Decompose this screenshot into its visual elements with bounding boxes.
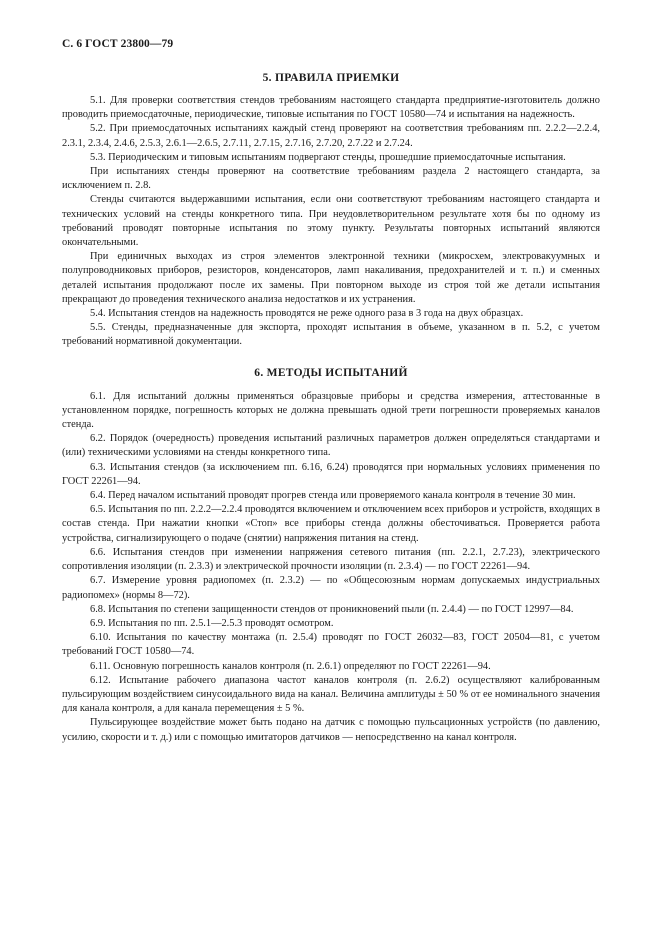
paragraph-6-5: 6.5. Испытания по пп. 2.2.2—2.2.4 проводятся включением и отключением всех приборов и устройств, входящих в состав стенда. При нажатии кнопки «Стоп» все приборы стенда должны обесточиваться. Проверяется работа устройства, сигнализирующего о подаче (снятии) напряжения питания на стенд.: [62, 504, 600, 544]
paragraph-6-6: 6.6. Испытания стендов при изменении напряжения сетевого питания (пп. 2.2.1, 2.7.23), электрического сопротивления изоляции (п. 2.3.3) и электрической прочности изоляции (п. 2.3.4) — по ГОСТ 22261—94.: [62, 546, 600, 573]
paragraph-6-12: 6.12. Испытание рабочего диапазона частот каналов контроля (п. 2.6.2) осуществляют калиброванным пульсирующим воздействием синусоидального вида на канал. Величина амплитуды ± 50 % от ее номинального значения для канала контроля, а для канала перемещения ± 5 %.: [62, 674, 600, 715]
paragraph-5-3-a: При испытаниях стенды проверяют на соответствие требованиям раздела 2 настоящего стандарта, за исключением п. 2.8.: [62, 166, 600, 192]
paragraph-5-4: 5.4. Испытания стендов на надежность проводятся не реже одного раза в 3 года на двух образцах.: [90, 308, 524, 320]
section-6-body: [62, 390, 600, 745]
section-5-body: [62, 94, 600, 350]
paragraph-5-3-c: При единичных выходах из строя элементов электронной техники (микросхем, электровакуумных и полупроводниковых приборов, резисторов, конденсаторов, ламп накаливания, предохранителей и т. п.) и сменных деталей испытания продолжают после их замены. При повторном выходе из строя той же детали испытания прекращают до проведения технического анализа недостатков и их устранения.: [62, 251, 600, 305]
paragraph-5-3-b: Стенды считаются выдержавшими испытания, если они соответствуют требованиям настоящего стандарта и технических условий на стенды конкретного типа. При неудовлетворительном результате хотя бы по одному из требований проводят повторные испытания по этому пункту. Результаты повторных испытаний являются окончательными.: [62, 194, 600, 249]
paragraph-6-3: 6.3. Испытания стендов (за исключением пп. 6.16, 6.24) проводятся при нормальных условиях применения по ГОСТ 22261—94.: [62, 461, 600, 487]
section-5-title: 5. ПРАВИЛА ПРИЕМКИ: [262, 72, 400, 84]
section-6-title: 6. МЕТОДЫ ИСПЫТАНИЙ: [254, 366, 408, 379]
paragraph-6-1: 6.1. Для испытаний должны применяться образцовые приборы и средства измерения, аттестованные в установленном порядке, погрешность которых не должна превышать одной трети погрешности проверяемых каналов стенда.: [62, 390, 600, 431]
paragraph-5-1: 5.1. Для проверки соответствия стендов требованиям настоящего стандарта предприятие-изготовитель должно проводить приемосдаточные, периодические, типовые испытания по ГОСТ 10580—74 и испытания на надежность.: [62, 95, 600, 121]
paragraph-5-5: 5.5. Стенды, предназначенные для экспорта, проходят испытания в объеме, указанном в п. 5.2, с учетом требований нормативной документации.: [62, 322, 600, 348]
document-page: [62, 38, 600, 745]
paragraph-6-4: 6.4. Перед началом испытаний проводят прогрев стенда или проверяемого канала контроля в течение 30 мин.: [90, 490, 576, 502]
paragraph-5-2: 5.2. При приемосдаточных испытаниях каждый стенд проверяют на соответствия требованиям пп. 2.2.2—2.2.4, 2.3.1, 2.3.4, 2.4.6, 2.5.3, 2.6.1—2.6.5, 2.7.11, 2.7.15, 2.7.16, 2.7.20, 2.7.22 и 2.7.24.: [62, 123, 600, 149]
paragraph-6-8: 6.8. Испытания по степени защищенности стендов от проникновений пыли (п. 2.4.4) — по ГОСТ 12997—84.: [90, 603, 574, 615]
paragraph-6-2: 6.2. Порядок (очередность) проведения испытаний различных параметров должен определяться стандартами и (или) техническими условиями на стенды конкретного типа.: [62, 433, 600, 459]
page-header: С. 6 ГОСТ 23800—79: [62, 38, 174, 50]
paragraph-6-7: 6.7. Измерение уровня радиопомех (п. 2.3.2) — по «Общесоюзным нормам допускаемых индустриальных радиопомех» (нормы 8—72).: [62, 575, 600, 601]
paragraph-6-9: 6.9. Испытания по пп. 2.5.1—2.5.3 проводят осмотром.: [90, 617, 334, 629]
paragraph-6-10: 6.10. Испытания по качеству монтажа (п. 2.5.4) проводят по ГОСТ 26032—83, ГОСТ 20504—81, с учетом требований ГОСТ 10580—74.: [62, 632, 600, 658]
paragraph-6-12-a: Пульсирующее воздействие может быть подано на датчик с помощью пульсационных устройств (по давлению, усилию, скорости и т. д.) или с помощью имитаторов датчиков — непосредственно на канал контроля.: [62, 717, 600, 743]
paragraph-6-11: 6.11. Основную погрешность каналов контроля (п. 2.6.1) определяют по ГОСТ 22261—94.: [90, 660, 491, 672]
paragraph-5-3: 5.3. Периодическим и типовым испытаниям подвергают стенды, прошедшие приемосдаточные испытания.: [90, 151, 566, 163]
